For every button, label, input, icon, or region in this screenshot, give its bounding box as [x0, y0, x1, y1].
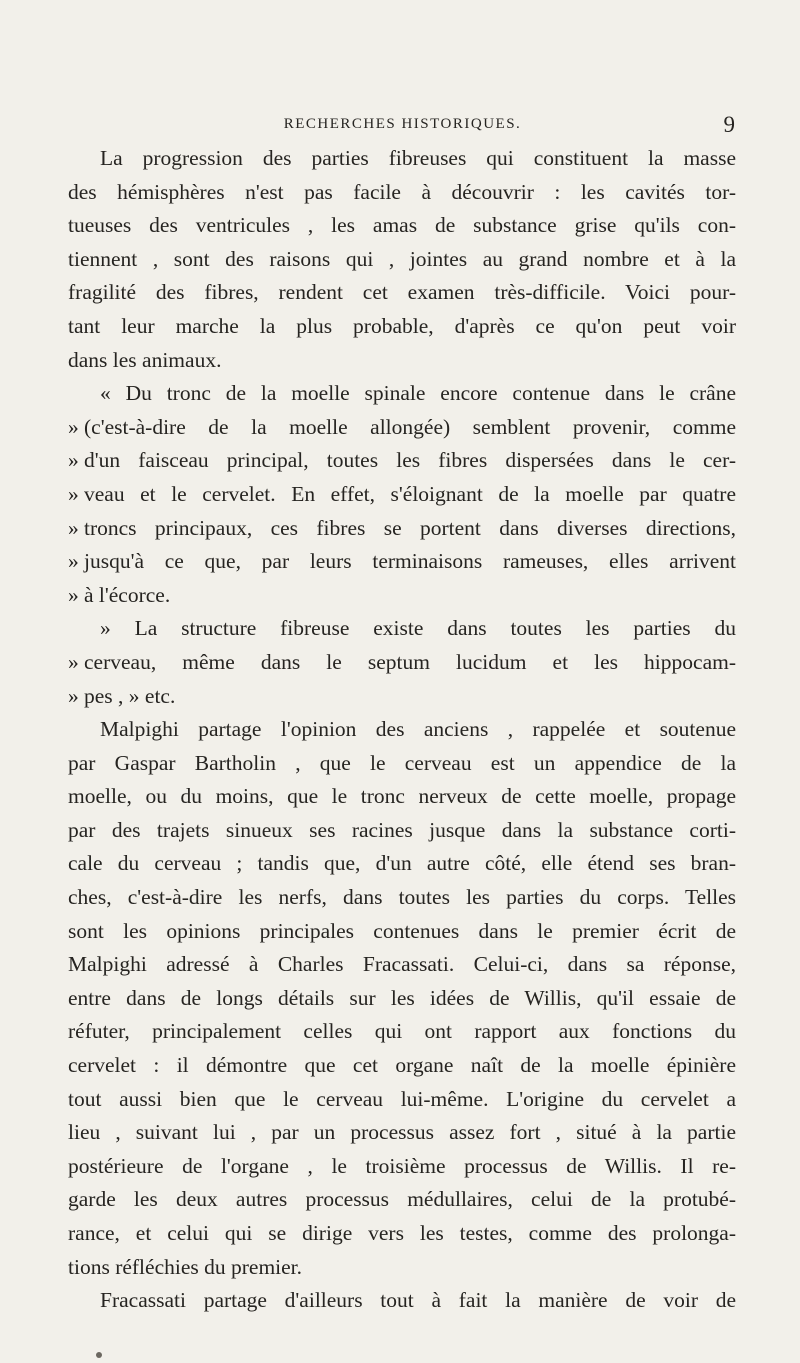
text-line: [68, 243, 736, 277]
ink-speck: [96, 1352, 102, 1358]
line-text: dans les animaux.: [68, 347, 222, 372]
quote-marker: »: [68, 448, 79, 473]
line-text: fragilité des fibres, rendent cet examen très-difficile. Voici pour-: [68, 280, 736, 305]
text-line: [68, 512, 736, 546]
text-line: [68, 377, 736, 411]
line-text: moelle, ou du moins, que le tronc nerveux de cette moelle, propage: [68, 784, 736, 809]
quote-marker: »: [68, 414, 79, 439]
text-line: [68, 948, 736, 982]
text-line: [68, 142, 736, 176]
line-text: tant leur marche la plus probable, d'après ce qu'on peut voir: [68, 313, 736, 338]
line-text: « Du tronc de la moelle spinale encore contenue dans le crâne: [100, 381, 736, 406]
text-line: [68, 847, 736, 881]
line-text: cale du cerveau ; tandis que, d'un autre côté, elle étend ses bran-: [68, 851, 736, 876]
text-line: [68, 276, 736, 310]
line-text: entre dans de longs détails sur les idées de Willis, qu'il essaie de: [68, 985, 736, 1010]
line-text: veau et le cervelet. En effet, s'éloignant de la moelle par quatre: [84, 481, 736, 506]
line-text: La progression des parties fibreuses qui constituent la masse: [100, 146, 736, 170]
text-line: [68, 1150, 736, 1184]
page-number: 9: [723, 112, 735, 137]
running-title: RECHERCHES HISTORIQUES.: [283, 116, 522, 132]
text-line: [68, 1217, 736, 1251]
line-text: cervelet : il démontre que cet organe naît de la moelle épinière: [68, 1053, 736, 1078]
line-text: garde les deux autres processus médullaires, celui de la protubé-: [68, 1187, 736, 1212]
quote-marker: »: [68, 649, 79, 674]
line-text: Malpighi adressé à Charles Fracassati. Celui-ci, dans sa réponse,: [68, 952, 736, 977]
text-line: [68, 780, 736, 814]
text-line: [68, 747, 736, 781]
line-text: d'un faisceau principal, toutes les fibres dispersées dans le cer-: [84, 448, 736, 473]
text-line: [68, 612, 736, 646]
body-text: [68, 142, 736, 1318]
text-line: [68, 1284, 736, 1318]
quote-marker: »: [68, 683, 79, 708]
line-text: troncs principaux, ces fibres se portent dans diverses directions,: [84, 515, 736, 540]
line-text: » La structure fibreuse existe dans toutes les parties du: [100, 616, 736, 641]
text-line: [68, 915, 736, 949]
text-line: [68, 411, 736, 445]
line-text: réfuter, principalement celles qui ont rapport aux fonctions du: [68, 1019, 736, 1044]
line-text: tiennent , sont des raisons qui , jointes au grand nombre et à la: [68, 246, 736, 271]
text-line: [68, 680, 736, 714]
line-text: Malpighi partage l'opinion des anciens , rappelée et soutenue: [100, 717, 736, 742]
text-line: [68, 713, 736, 747]
line-text: cerveau, même dans le septum lucidum et les hippocam-: [84, 649, 736, 674]
line-text: des hémisphères n'est pas facile à découvrir : les cavités tor-: [68, 179, 736, 204]
running-head: [70, 112, 735, 140]
line-text: lieu , suivant lui , par un processus assez fort , situé à la partie: [68, 1120, 736, 1145]
text-line: [68, 176, 736, 210]
line-text: tions réfléchies du premier.: [68, 1254, 303, 1279]
line-text: ches, c'est-à-dire les nerfs, dans toutes les parties du corps. Telles: [68, 885, 736, 910]
line-text: Fracassati partage d'ailleurs tout à fait la manière de voir de: [100, 1288, 736, 1313]
text-line: [68, 545, 736, 579]
text-line: [68, 881, 736, 915]
line-text: par Gaspar Bartholin , que le cerveau est un appendice de la: [68, 750, 736, 775]
line-text: jusqu'à ce que, par leurs terminaisons rameuses, elles arrivent: [84, 549, 736, 574]
text-line: [68, 579, 736, 613]
text-line: [68, 209, 736, 243]
text-line: [68, 478, 736, 512]
text-line: [68, 1183, 736, 1217]
text-line: [68, 1116, 736, 1150]
quote-marker: »: [68, 549, 79, 574]
line-text: sont les opinions principales contenues dans le premier écrit de: [68, 918, 736, 943]
text-line: [68, 344, 736, 378]
quote-marker: »: [68, 481, 79, 506]
text-line: [68, 1049, 736, 1083]
line-text: rance, et celui qui se dirige vers les testes, comme des prolonga-: [68, 1221, 736, 1245]
line-text: pes , » etc.: [84, 683, 176, 708]
text-line: [68, 982, 736, 1016]
text-line: [68, 646, 736, 680]
line-text: tout aussi bien que le cerveau lui-même. L'origine du cervelet a: [68, 1086, 736, 1111]
text-line: [68, 1083, 736, 1117]
quote-marker: »: [68, 515, 79, 540]
line-text: postérieure de l'organe , le troisième processus de Willis. Il re-: [68, 1153, 736, 1178]
text-line: [68, 310, 736, 344]
line-text: par des trajets sinueux ses racines jusque dans la substance corti-: [68, 817, 736, 842]
line-text: à l'écorce.: [84, 582, 171, 607]
text-line: [68, 1015, 736, 1049]
text-line: [68, 814, 736, 848]
line-text: tueuses des ventricules , les amas de substance grise qu'ils con-: [68, 213, 736, 238]
text-line: [68, 444, 736, 478]
line-text: (c'est-à-dire de la moelle allongée) semblent provenir, comme: [84, 414, 736, 439]
quote-marker: »: [68, 582, 79, 607]
text-line: [68, 1251, 736, 1285]
